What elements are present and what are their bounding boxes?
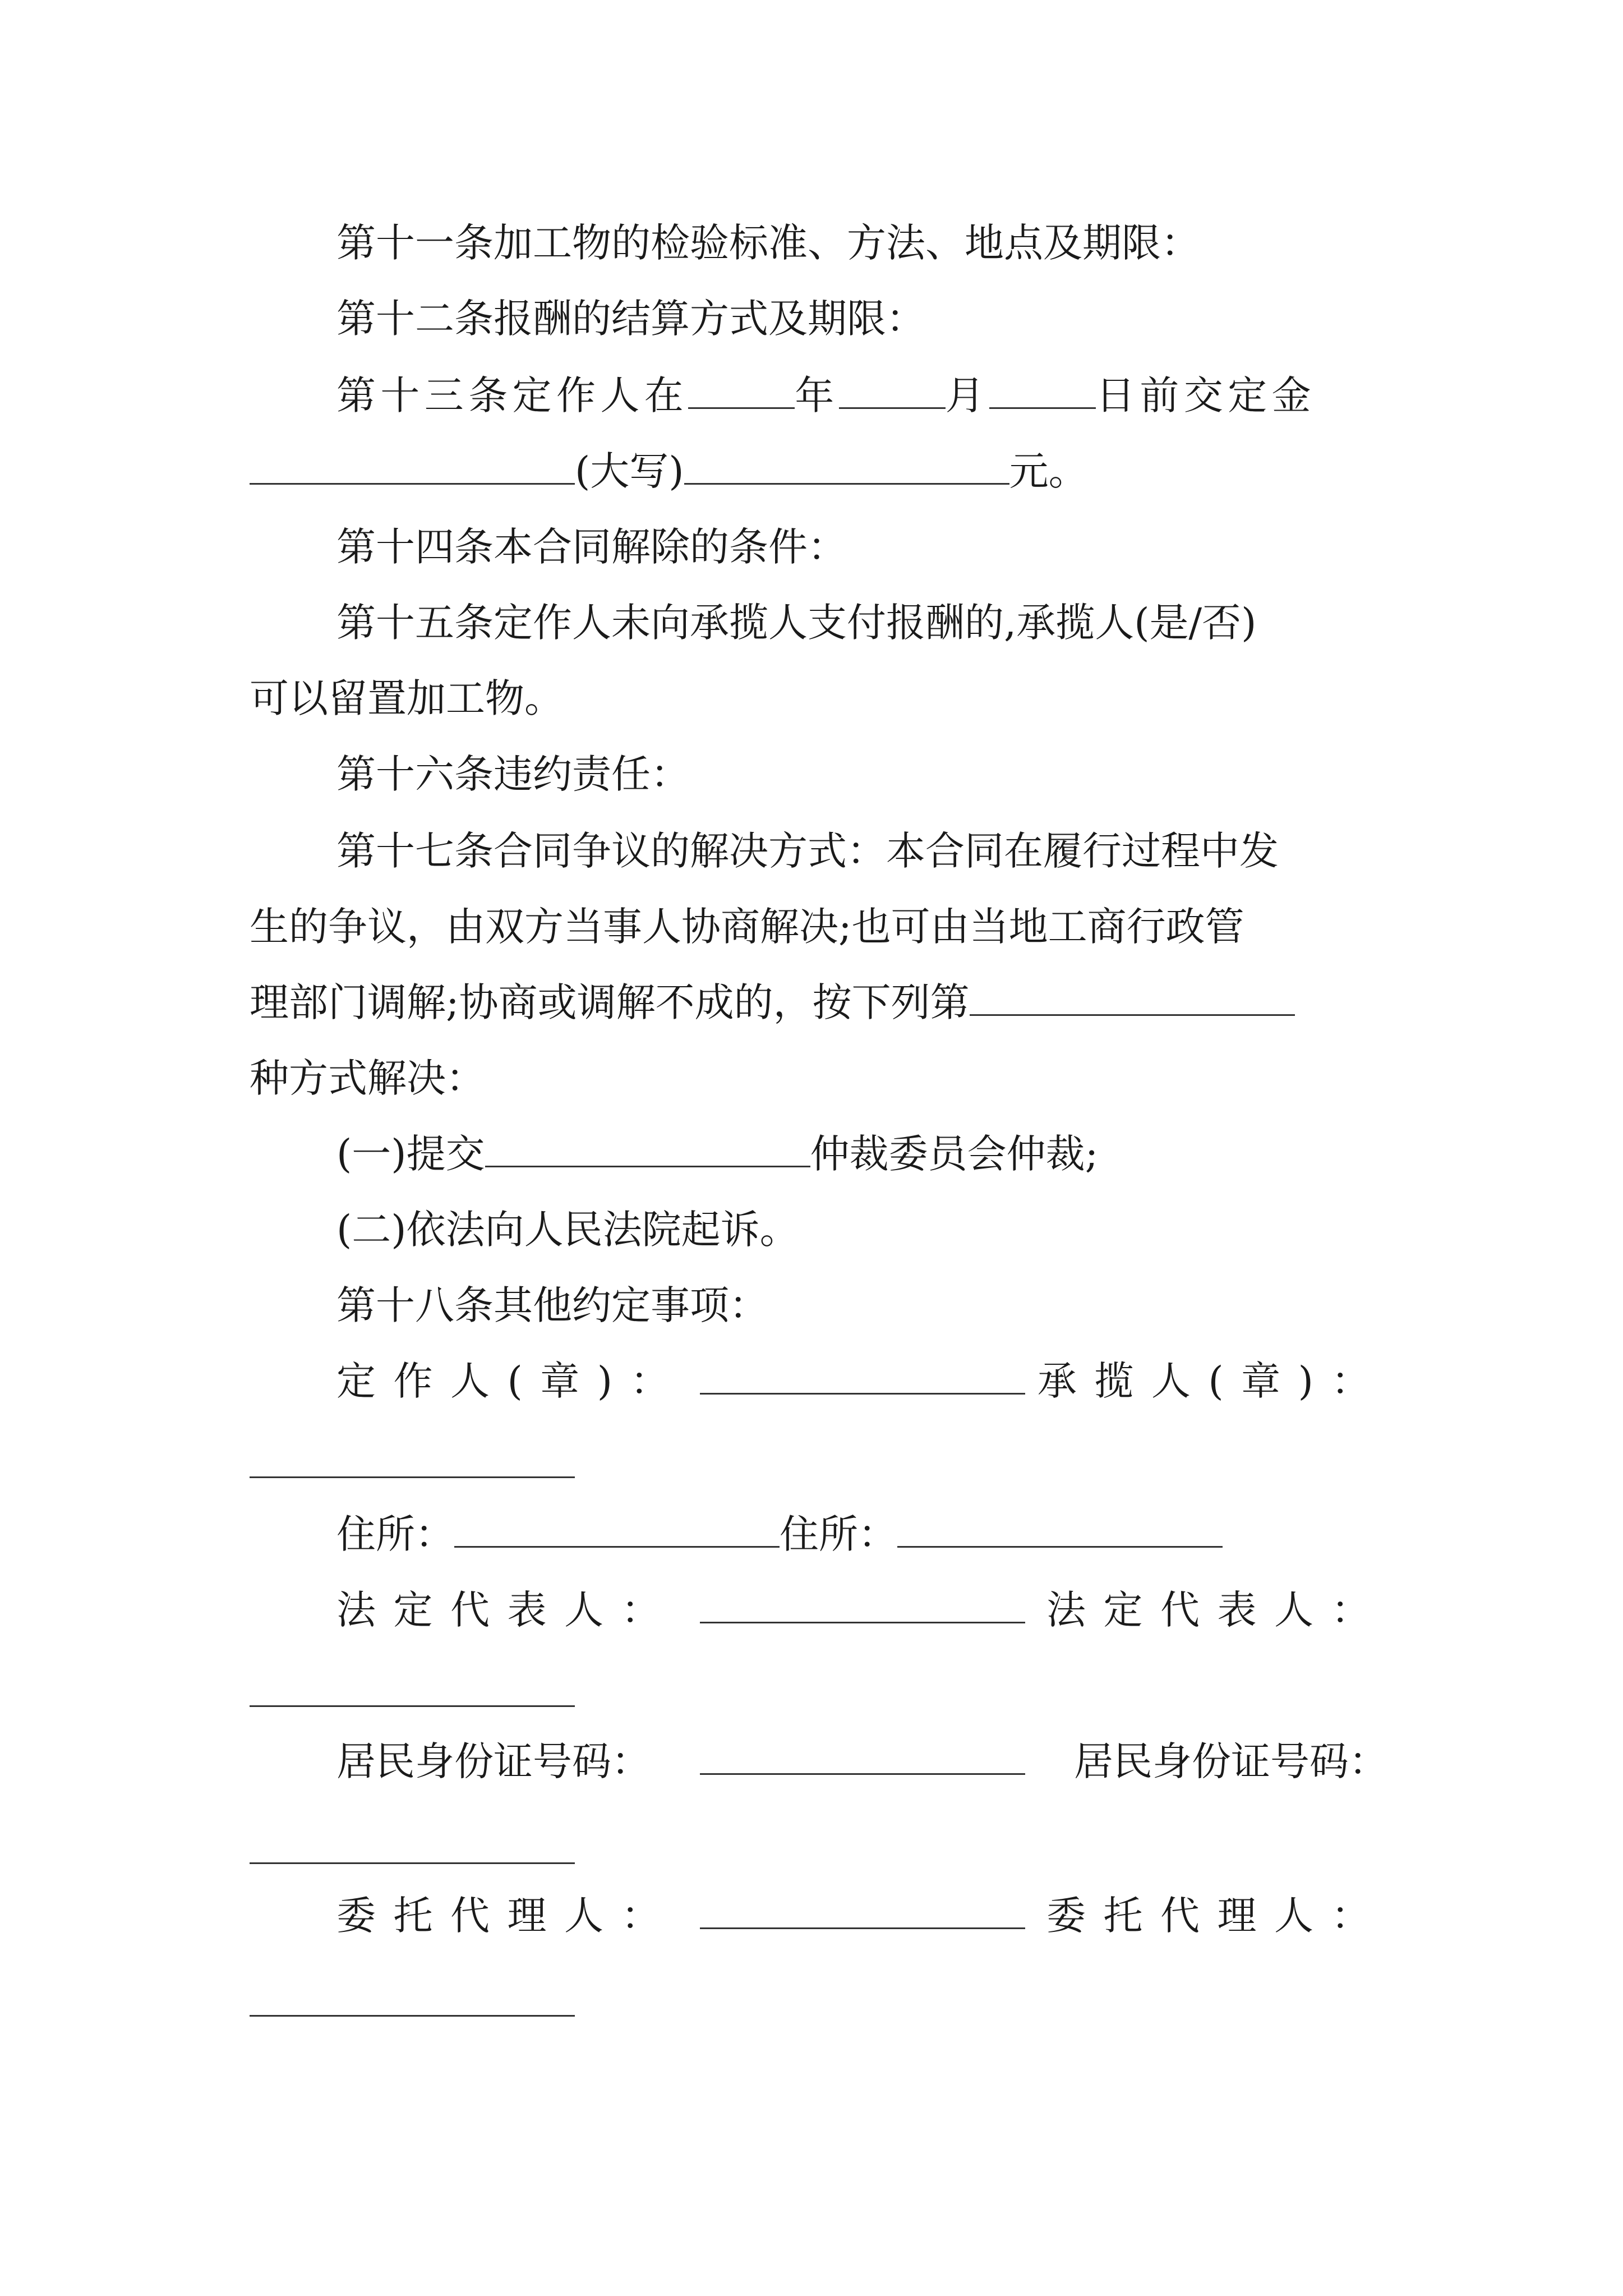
party-b-seal-blank[interactable] bbox=[250, 1476, 575, 1478]
article-13-yuan: 元。 bbox=[1009, 448, 1088, 494]
article-17-line4: 种方式解决： bbox=[250, 1055, 485, 1101]
article-13-line2 bbox=[250, 443, 1088, 499]
agent-row bbox=[336, 1888, 1388, 1944]
article-13-prefix: 第十三条定作人在 bbox=[336, 372, 689, 418]
option-1-suffix: 仲裁委员会仲裁; bbox=[810, 1131, 1099, 1177]
legal-rep-row bbox=[336, 1582, 1388, 1638]
dispute-method-blank[interactable] bbox=[970, 977, 1295, 1016]
article-17-line1: 第十七条合同争议的解决方式：本合同在履行过程中发 bbox=[336, 828, 1279, 874]
address-b-label: 住所： bbox=[780, 1511, 897, 1557]
id-b-blank[interactable] bbox=[250, 1862, 575, 1864]
article-17-line3 bbox=[250, 974, 1295, 1030]
article-17-line2: 生的争议，由双方当事人协商解决;也可由当地工商行政管 bbox=[250, 904, 1244, 950]
address-row bbox=[336, 1506, 1223, 1562]
article-13-line1 bbox=[336, 367, 1316, 424]
party-a-seal-label: 定作人(章)： bbox=[336, 1358, 688, 1404]
option-1 bbox=[336, 1126, 1098, 1182]
option-2: (二)依法向人民法院起诉。 bbox=[336, 1207, 799, 1253]
id-row bbox=[336, 1733, 1388, 1789]
option-1-prefix: (一)提交 bbox=[336, 1131, 485, 1177]
article-11: 第十一条加工物的检验标准、方法、地点及期限： bbox=[336, 220, 1200, 266]
party-b-seal-label: 承揽人(章)： bbox=[1037, 1358, 1388, 1404]
agent-b-label: 委托代理人： bbox=[1046, 1893, 1388, 1939]
arbitration-commission-blank[interactable] bbox=[485, 1129, 810, 1167]
seal-row bbox=[336, 1353, 1388, 1409]
legal-rep-b-label: 法定代表人： bbox=[1046, 1587, 1388, 1633]
legal-rep-b-blank[interactable] bbox=[250, 1705, 575, 1707]
article-16: 第十六条违约责任： bbox=[336, 751, 690, 797]
article-12: 第十二条报酬的结算方式及期限： bbox=[336, 296, 925, 342]
article-13-month: 月 bbox=[945, 372, 990, 418]
article-18: 第十八条其他约定事项： bbox=[336, 1282, 768, 1328]
id-b-label: 居民身份证号码： bbox=[1074, 1738, 1388, 1784]
article-13-daxie: (大写) bbox=[575, 448, 684, 494]
address-a-label: 住所： bbox=[336, 1511, 454, 1557]
article-15-line1: 第十五条定作人未向承揽人支付报酬的,承揽人(是/否) bbox=[336, 600, 1257, 646]
deposit-amount-blank[interactable] bbox=[250, 446, 575, 485]
address-a-blank[interactable] bbox=[454, 1509, 780, 1548]
id-a-label: 居民身份证号码： bbox=[336, 1738, 651, 1784]
agent-b-blank[interactable] bbox=[250, 2015, 575, 2017]
deposit-day-blank[interactable] bbox=[989, 370, 1096, 409]
deposit-year-blank[interactable] bbox=[688, 370, 795, 409]
article-14: 第十四条本合同解除的条件： bbox=[336, 524, 847, 570]
party-a-seal-blank[interactable] bbox=[700, 1356, 1025, 1395]
agent-a-label: 委托代理人： bbox=[336, 1893, 678, 1939]
deposit-month-blank[interactable] bbox=[839, 370, 946, 409]
article-13-day-text: 日前交定金 bbox=[1096, 372, 1316, 418]
legal-rep-a-blank[interactable] bbox=[700, 1585, 1025, 1623]
article-15-line2: 可以留置加工物。 bbox=[250, 675, 564, 721]
article-13-year: 年 bbox=[795, 372, 839, 418]
id-a-blank[interactable] bbox=[700, 1736, 1025, 1775]
deposit-daxie-blank[interactable] bbox=[684, 446, 1009, 485]
address-b-blank[interactable] bbox=[897, 1509, 1223, 1548]
agent-a-blank[interactable] bbox=[700, 1890, 1025, 1929]
article-17-line3-text: 理部门调解;协商或调解不成的，按下列第 bbox=[250, 979, 970, 1025]
legal-rep-a-label: 法定代表人： bbox=[336, 1587, 678, 1633]
